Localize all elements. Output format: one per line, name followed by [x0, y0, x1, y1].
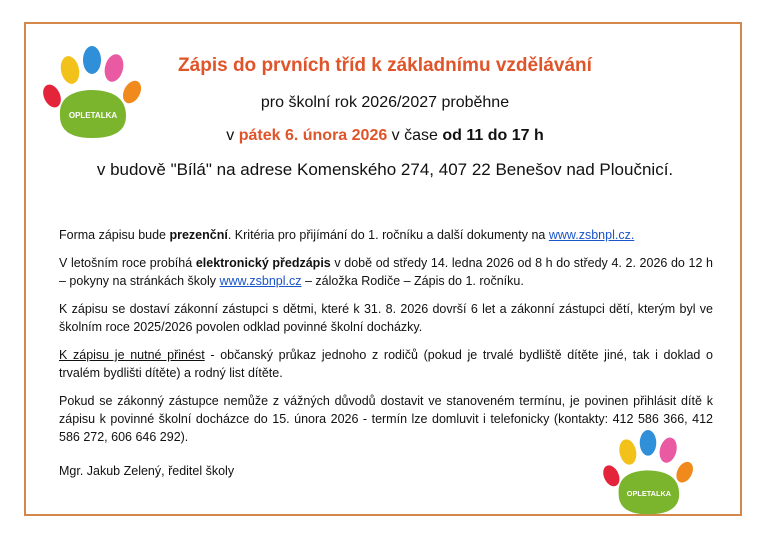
p4-underlined: K zápisu je nutné přinést: [59, 348, 205, 362]
school-website-link[interactable]: www.zsbnpl.cz.: [548, 228, 635, 242]
time-prefix: v čase: [387, 127, 443, 144]
body-text: [59, 226, 713, 456]
paragraph-preregistration: [59, 254, 713, 290]
school-website-link-2[interactable]: www.zsbnpl.cz: [219, 274, 302, 288]
school-year-line: pro školní rok 2026/2027 proběhne: [260, 94, 510, 111]
svg-text:OPLETALKA: OPLETALKA: [626, 489, 672, 498]
signature: Mgr. Jakub Zelený, ředitel školy: [59, 464, 235, 478]
p4-text: - občanský průkaz jednoho z rodičů (pokud je trvalé bydliště dítěte jiné, tak i doklad o trvalém bydlišti dítěte) a rodný list dítěte.: [59, 348, 714, 380]
p1-bold: prezenční: [169, 228, 228, 242]
address-line: v budově "Bílá" na adrese Komenského 274, 407 22 Benešov nad Ploučnicí.: [96, 160, 674, 179]
svg-text:OPLETALKA: OPLETALKA: [68, 111, 118, 120]
p2-text-b: v době od středy 14. ledna 2026 od 8 h do středy 4. 2. 2026 do 12 h – pokyny na stránkách školy: [59, 256, 713, 288]
p2-text-c: – záložka Rodiče – Zápis do 1. ročníku.: [301, 274, 524, 288]
p1-text-a: Forma zápisu bude: [59, 228, 170, 242]
paragraph-documents: [59, 346, 713, 382]
paragraph-form: [59, 226, 713, 244]
p2-text-a: V letošním roce probíhá: [59, 256, 196, 270]
page-title: Zápis do prvních tříd k základnímu vzdělávání: [178, 55, 592, 76]
enrollment-time: od 11 do 17 h: [442, 127, 544, 144]
date-prefix: v: [226, 127, 239, 144]
p2-bold: elektronický předzápis: [195, 256, 331, 270]
p1-text-b: . Kritéria pro přijímání do 1. ročníku a další dokumenty na: [227, 228, 549, 242]
enrollment-date: pátek 6. února 2026: [238, 127, 388, 144]
paragraph-attendance: K zápisu se dostaví zákonní zástupci s dětmi, které k 31. 8. 2026 dovrší 6 let a zákonní zástupci dětí, kterým byl ve školním roce 2025/2026 povolen odklad povinné školní docházky.: [59, 302, 713, 334]
paragraph-alternate-date: Pokud se zákonný zástupce nemůže z vážných důvodů dostavit ve stanoveném termínu, je povinen přihlásit dítě k zápisu k povinné školní docházce do 15. února 2026 - termín lze domluvit i telefonicky (kontakty: 412 586 366, 412 586 272, 606 646 292).: [59, 394, 713, 444]
date-time-line: [100, 127, 670, 145]
